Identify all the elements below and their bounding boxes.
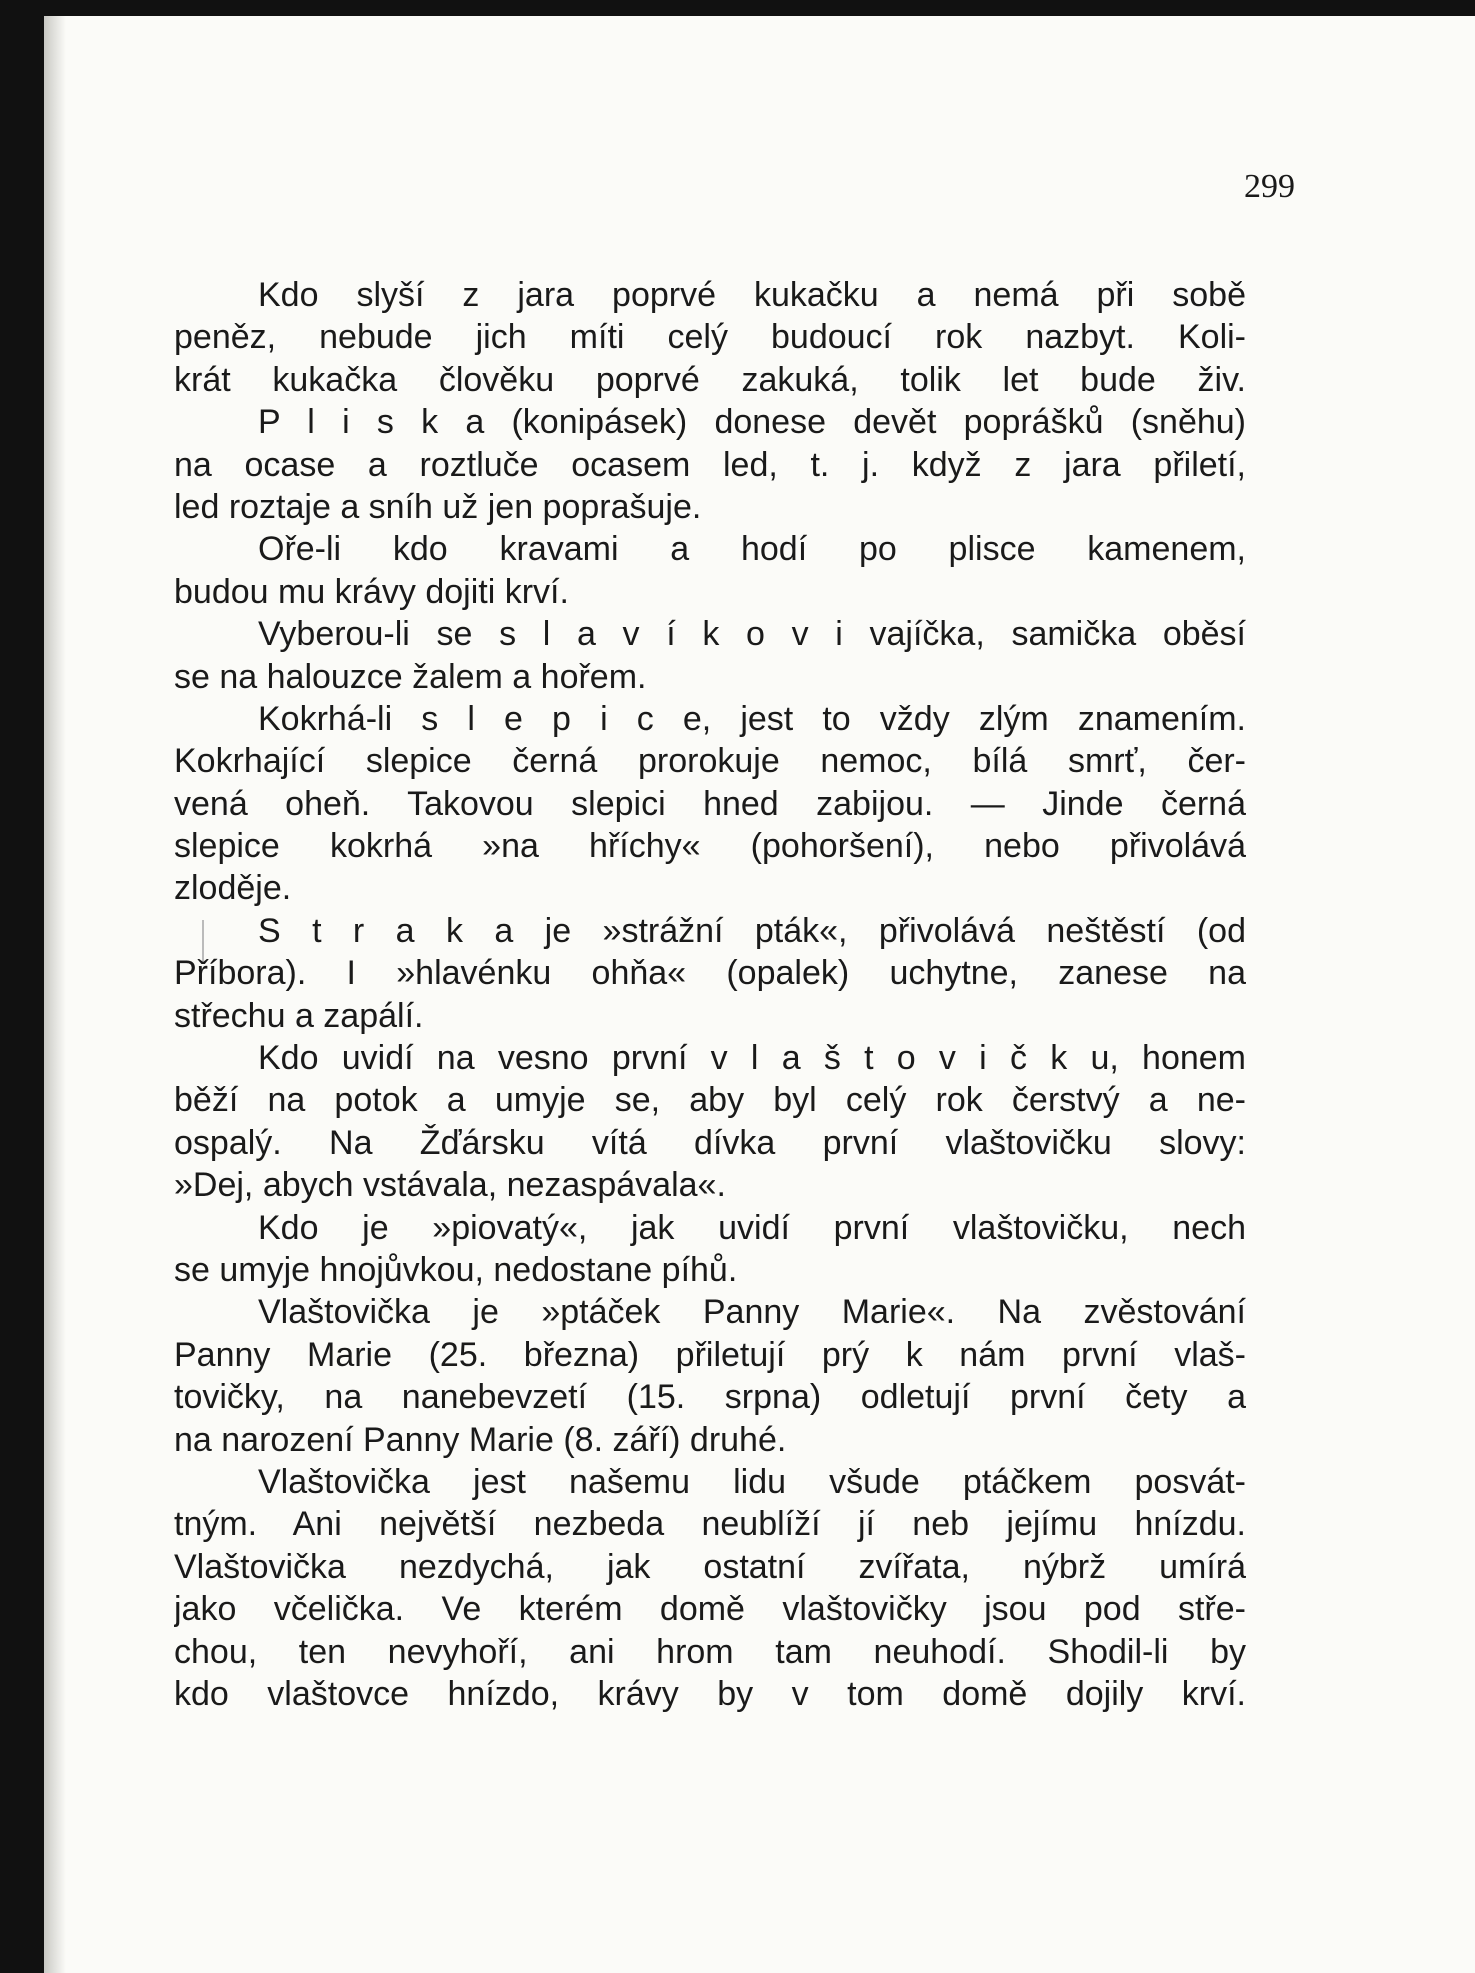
- text-line: na ocase a roztluče ocasem led, t. j. když z jara přiletí,: [174, 445, 1246, 484]
- text-line: led roztaje a sníh už jen poprašuje.: [174, 487, 702, 526]
- text-line: Oře-li kdo kravami a hodí po plisce kamenem,: [258, 530, 1246, 569]
- text-line: se na halouzce žalem a hořem.: [174, 657, 647, 696]
- text-line: se umyje hnojůvkou, nedostane píhů.: [174, 1250, 738, 1289]
- text-line: na narození Panny Marie (8. září) druhé.: [174, 1420, 787, 1459]
- text-line: zloděje.: [174, 869, 292, 908]
- text-line: vená oheň. Takovou slepici hned zabijou. — Jinde černá: [174, 784, 1246, 823]
- text-line: Kdo slyší z jara poprvé kukačku a nemá při sobě: [258, 276, 1246, 314]
- text-line: tným. Ani největší nezbeda neublíží jí neb jejímu hnízdu.: [174, 1505, 1246, 1544]
- text-line: běží na potok a umyje se, aby byl celý rok čerstvý a ne-: [174, 1081, 1246, 1120]
- text-line: »Dej, abych vstávala, nezaspávala«.: [174, 1166, 726, 1205]
- text-line: Kokrhající slepice černá prorokuje nemoc, bílá smrť, čer-: [174, 742, 1246, 781]
- text-line: Příbora). I »hlavénku ohňa« (opalek) uchytne, zanese na: [174, 954, 1246, 993]
- gutter-shadow: [44, 16, 66, 1973]
- text-line: střechu a zapálí.: [174, 996, 424, 1035]
- text-line: budou mu krávy dojiti krví.: [174, 572, 569, 611]
- text-line: peněz, nebude jich míti celý budoucí rok nazbyt. Koli-: [174, 318, 1246, 357]
- text-line: chou, ten nevyhoří, ani hrom tam neuhodí. Shodil-li by: [174, 1632, 1246, 1671]
- text-line: jako včelička. Ve kterém domě vlaštovičky jsou pod stře-: [174, 1590, 1246, 1629]
- body-text: [174, 274, 1246, 1715]
- text-line: S t r a k a je »strážní pták«, přivolává neštěstí (od: [258, 911, 1246, 950]
- text-line: Vlaštovička je »ptáček Panny Marie«. Na zvěstování: [258, 1293, 1246, 1332]
- text-line: kdo vlaštovce hnízdo, krávy by v tom domě dojily krví.: [174, 1674, 1246, 1713]
- text-line: Kdo je »piovatý«, jak uvidí první vlaštovičku, nech: [258, 1208, 1246, 1247]
- text-line: Vlaštovička nezdychá, jak ostatní zvířata, nýbrž umírá: [174, 1547, 1246, 1586]
- text-line: tovičky, na nanebevzetí (15. srpna) odletují první čety a: [174, 1378, 1246, 1417]
- text-line: Kdo uvidí na vesno první v l a š t o v i č k u, honem: [258, 1039, 1246, 1078]
- text-line: Kokrhá-li s l e p i c e, jest to vždy zlým znamením.: [258, 699, 1246, 738]
- page-number: 299: [1244, 168, 1295, 205]
- text-line: P l i s k a (konipásek) donese devět poprášků (sněhu): [258, 403, 1246, 442]
- text-line: Vyberou-li se s l a v í k o v i vajíčka, samička oběsí: [258, 615, 1246, 654]
- text-line: Panny Marie (25. března) přiletují prý k nám první vlaš-: [174, 1335, 1246, 1374]
- text-line: Vlaštovička jest našemu lidu všude ptáčkem posvát-: [258, 1462, 1246, 1501]
- text-line: slepice kokrhá »na hříchy« (pohoršení), nebo přivolává: [174, 827, 1246, 866]
- text-line: ospalý. Na Žďársku vítá dívka první vlaštovičku slovy:: [174, 1123, 1246, 1162]
- text-line: krát kukačka člověku poprvé zakuká, tolik let bude živ.: [174, 360, 1246, 399]
